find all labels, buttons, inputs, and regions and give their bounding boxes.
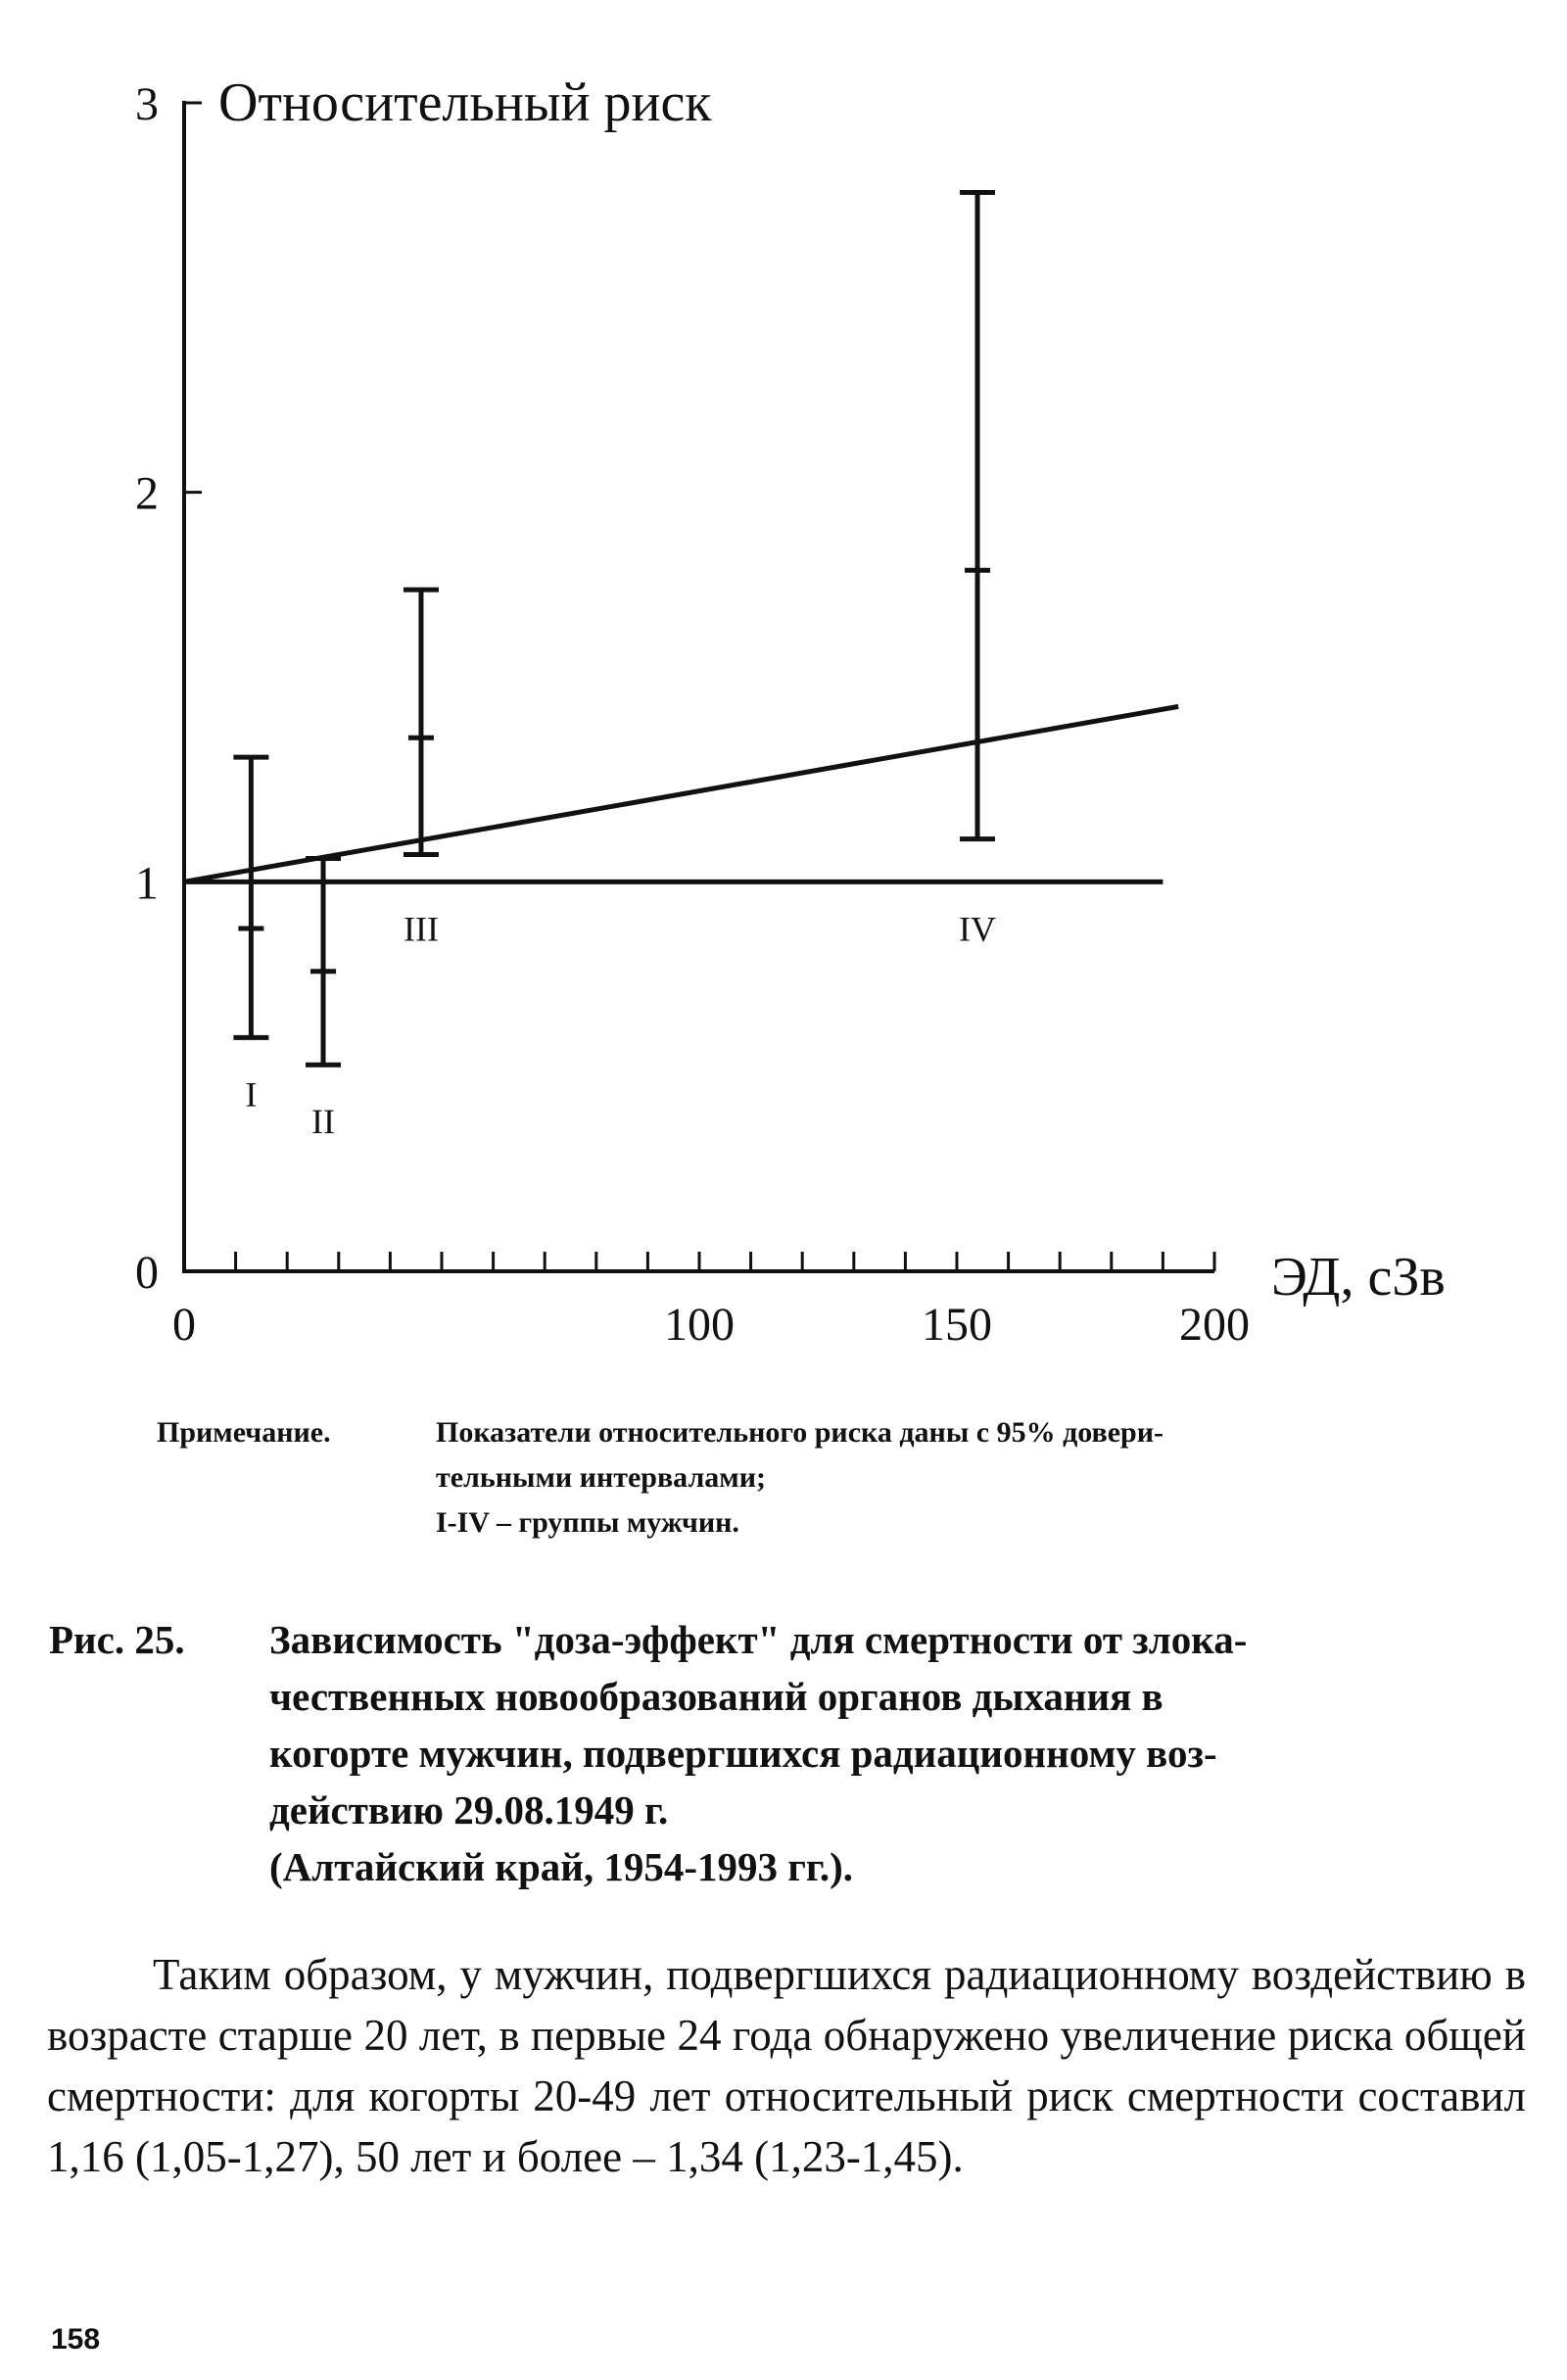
group-label: II xyxy=(311,1102,336,1142)
page-number: 158 xyxy=(51,2323,101,2356)
x-axis-title: ЭД, сЗв xyxy=(1271,1247,1446,1308)
group-label: I xyxy=(245,1074,258,1115)
y-tick-label: 2 xyxy=(135,467,159,520)
note-line-1: Показатели относительного риска даны с 95% довери- xyxy=(436,1416,1163,1449)
x-tick-label: 0 xyxy=(172,1299,196,1351)
x-tick-label: 150 xyxy=(922,1299,992,1351)
caption-label: Рис. 25. xyxy=(49,1617,185,1662)
y-tick-label: 0 xyxy=(135,1247,159,1299)
caption-line-3: когорте мужчин, подвергшихся радиационному воз- xyxy=(269,1731,1217,1776)
note-label: Примечание. xyxy=(157,1416,331,1449)
x-tick-label: 200 xyxy=(1179,1299,1250,1351)
body-paragraph: Таким образом, у мужчин, подвергшихся радиационному воздействию в возрасте старше 20 лет, в первые 24 года обнаружено увеличение риска общей смертности: для когорты 20-49 лет относительный риск смертности составил 1,16 (1,05-1,27), 50 лет и более – 1,34 (1,23-1,45). xyxy=(47,1950,1526,2181)
figure-caption xyxy=(49,1611,1518,1895)
group-label: IV xyxy=(959,909,997,949)
x-tick-label: 100 xyxy=(664,1299,735,1351)
caption-line-4: действию 29.08.1949 г. xyxy=(269,1787,669,1833)
y-tick-label: 3 xyxy=(135,78,159,130)
y-tick-label: 1 xyxy=(135,857,159,910)
note-line-3: I-IV – группы мужчин. xyxy=(436,1506,739,1539)
caption-line-5: (Алтайский край, 1954-1993 гг.). xyxy=(269,1844,854,1889)
group-label: III xyxy=(403,909,439,949)
note-line-2: тельными интервалами; xyxy=(436,1461,766,1494)
trend-line xyxy=(184,706,1178,881)
y-axis-title: Относительный риск xyxy=(218,72,712,133)
caption-line-1: Зависимость "доза-эффект" для смертности от злока- xyxy=(269,1617,1248,1662)
chart-note xyxy=(157,1410,1528,1546)
caption-line-2: чественных новообразований органов дыхания в xyxy=(269,1674,1163,1719)
